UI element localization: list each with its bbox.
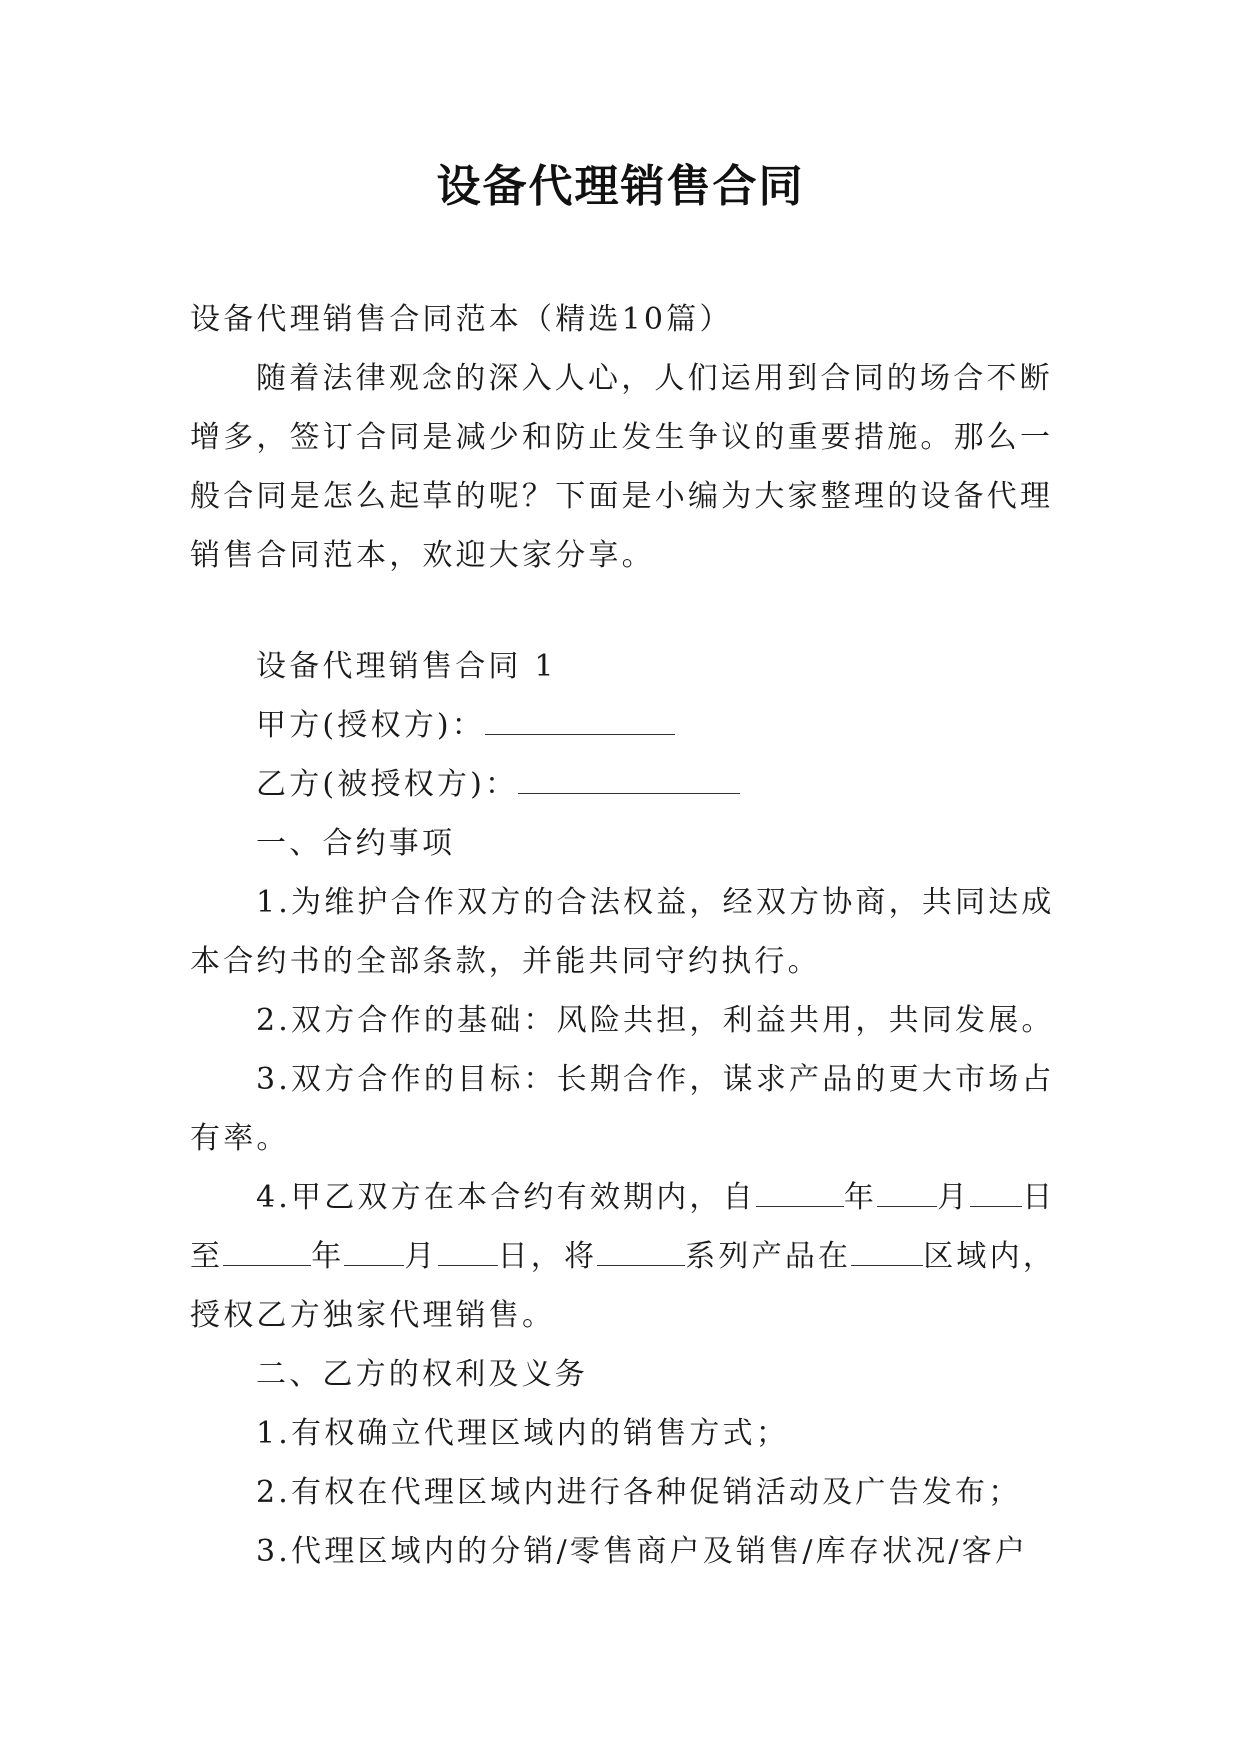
party-a-blank[interactable] (485, 708, 675, 735)
region-label: 区域内，授权乙方独家代理销售。 (190, 1239, 1057, 1333)
clause-1-1: 1.为维护合作双方的合法权益，经双方协商，共同达成本合约书的全部条款，并能共同守约执行。 (190, 885, 1055, 979)
day-label: 日，将 (497, 1239, 598, 1274)
paragraph-gap (190, 585, 1060, 637)
year-label-2: 年 (311, 1239, 345, 1274)
end-month-blank[interactable] (344, 1239, 404, 1266)
year-label: 年 (843, 1180, 878, 1215)
region-blank[interactable] (851, 1239, 923, 1266)
clause-2-3: 3.代理区域内的分销/零售商户及销售/库存状况/客户 (256, 1534, 1029, 1569)
start-month-blank[interactable] (877, 1180, 937, 1207)
start-day-blank[interactable] (970, 1180, 1022, 1207)
section-2-heading: 二、乙方的权利及义务 (256, 1357, 588, 1392)
party-b-line (190, 755, 1060, 814)
end-year-blank[interactable] (223, 1239, 311, 1266)
party-a-label: 甲方(授权方)： (256, 708, 486, 743)
clause-1-4 (190, 1168, 1060, 1345)
product-series-blank[interactable] (597, 1239, 685, 1266)
end-day-blank[interactable] (438, 1239, 498, 1266)
clause-1-4-start: 4.甲乙双方在本合约有效期内，自 (256, 1180, 756, 1215)
clause-1-2: 2.双方合作的基础：风险共担，利益共用，共同发展。 (256, 1003, 1055, 1038)
month-label: 月 (937, 1180, 971, 1215)
party-a-line (190, 696, 1060, 755)
month-label-2: 月 (404, 1239, 438, 1274)
contract-heading: 设备代理销售合同 1 (256, 649, 557, 684)
clause-2-2: 2.有权在代理区域内进行各种促销活动及广告发布； (256, 1475, 1022, 1510)
clause-2-1: 1.有权确立代理区域内的销售方式； (256, 1416, 790, 1451)
clause-1-3: 3.双方合作的目标：长期合作，谋求产品的更大市场占有率。 (190, 1062, 1055, 1156)
intro-paragraph: 随着法律观念的深入人心，人们运用到合同的场合不断增多，签订合同是减少和防止发生争议的重要措施。那么一般合同是怎么起草的呢？下面是小编为大家整理的设备代理销售合同范本，欢迎大家分享。 (190, 361, 1054, 573)
day-to-label: 日至 (190, 1180, 1056, 1274)
start-year-blank[interactable] (756, 1180, 844, 1207)
party-b-blank[interactable] (518, 767, 740, 794)
document-body (190, 290, 1060, 1581)
document-title: 设备代理销售合同 (436, 161, 805, 212)
series-label: 系列产品在 (685, 1239, 852, 1274)
section-1-heading: 一、合约事项 (256, 826, 456, 861)
document-subtitle: 设备代理销售合同范本（精选10篇） (190, 302, 733, 337)
party-b-label: 乙方(被授权方)： (256, 767, 519, 802)
